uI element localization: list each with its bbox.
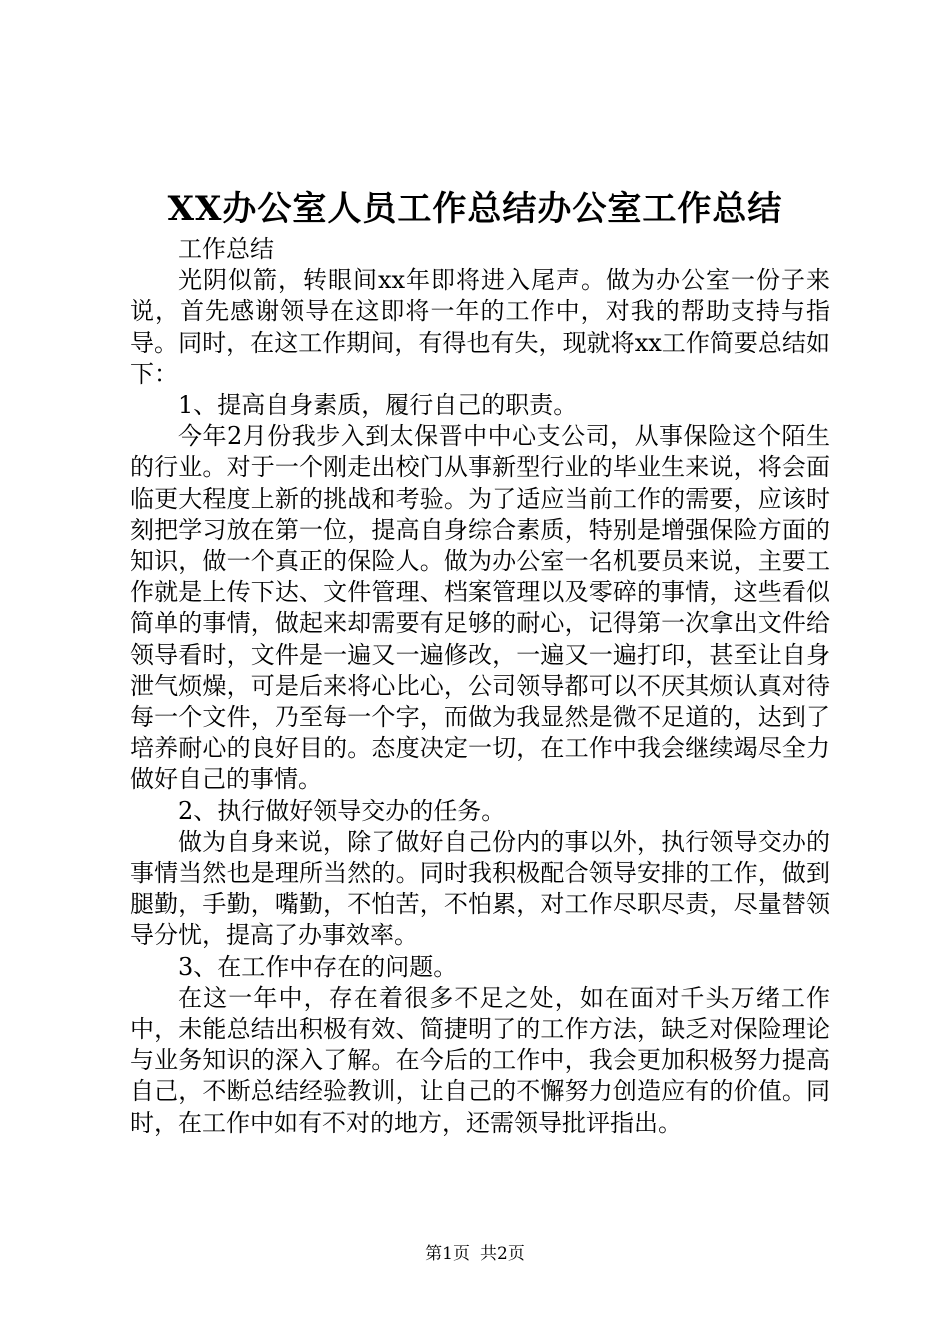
paragraph-intro: 光阴似箭，转眼间xx年即将进入尾声。做为办公室一份子来说，首先感谢领导在这即将一年的工作中，对我的帮助支持与指导。同时，在这工作期间，有得也有失，现就将xx工作简要总结如下： <box>130 266 830 388</box>
paragraph-section-2: 做为自身来说，除了做好自己份内的事以外，执行领导交办的事情当然也是理所当然的。同时我积极配合领导安排的工作，做到腿勤，手勤，嘴勤，不怕苦，不怕累，对工作尽职尽责，尽量替领导分忧，提高了办事效率。 <box>130 827 830 950</box>
section-heading-1: 1、提高自身素质，履行自己的职责。 <box>178 391 578 420</box>
document-body <box>130 234 830 1139</box>
paragraph-heading: 工作总结 <box>178 235 274 263</box>
document-title: XX办公室人员工作总结办公室工作总结 <box>167 189 783 229</box>
section-heading-3: 3、在工作中存在的问题。 <box>178 952 458 981</box>
page-number-current: 第1页 <box>425 1244 470 1264</box>
paragraph-section-1: 今年2月份我步入到太保晋中中心支公司，从事保险这个陌生的行业。对于一个刚走出校门从事新型行业的毕业生来说，将会面临更大程度上新的挑战和考验。为了适应当前工作的需要，应该时刻把学习放在第一位，提高自身综合素质，特别是增强保险方面的知识，做一个真正的保险人。做为办公室一名机要员来说，主要工作就是上传下达、文件管理、档案管理以及零碎的事情，这些看似简单的事情，做起来却需要有足够的耐心，记得第一次拿出文件给领导看时，文件是一遍又一遍修改，一遍又一遍打印，甚至让自身泄气烦燥，可是后来将心比心，公司领导都可以不厌其烦认真对待每一个文件，乃至每一个字，而做为我显然是微不足道的，达到了培养耐心的良好目的。态度决定一切，在工作中我会继续竭尽全力做好自己的事情。 <box>130 422 830 794</box>
page-number-total: 共2页 <box>480 1244 525 1264</box>
page-footer <box>0 1243 950 1265</box>
paragraph-section-3: 在这一年中，存在着很多不足之处，如在面对千头万绪工作中，未能总结出积极有效、简捷明了的工作方法，缺乏对保险理论与业务知识的深入了解。在今后的工作中，我会更加积极努力提高自己，不断总结经验教训，让自己的不懈努力创造应有的价值。同时，在工作中如有不对的地方，还需领导批评指出。 <box>130 983 830 1137</box>
section-heading-2: 2、执行做好领导交办的任务。 <box>178 796 506 825</box>
